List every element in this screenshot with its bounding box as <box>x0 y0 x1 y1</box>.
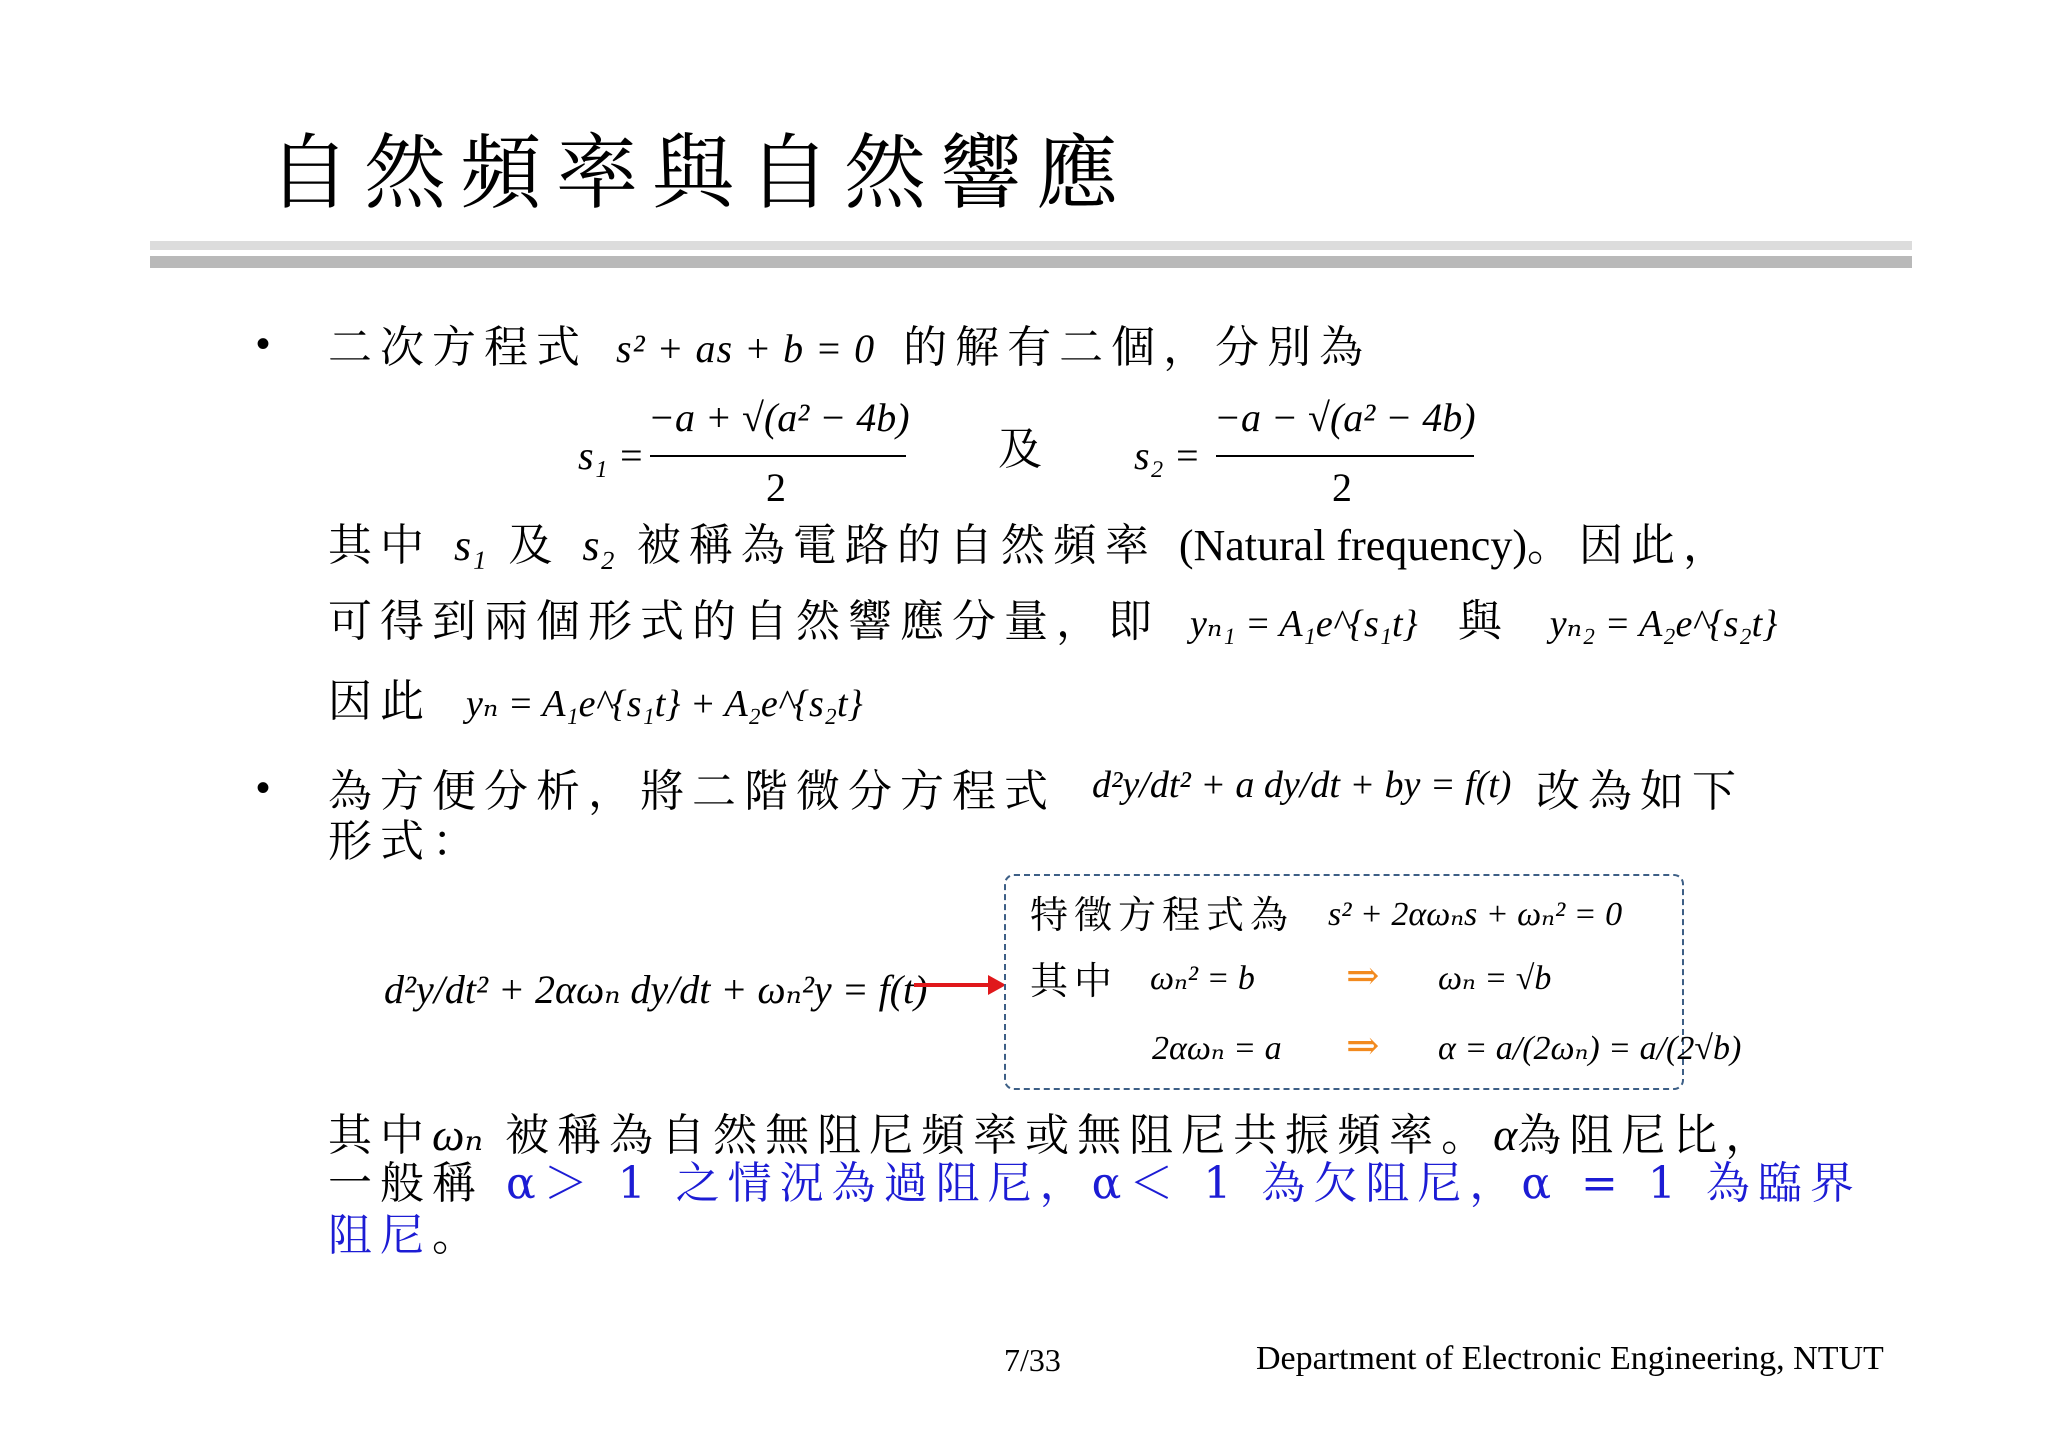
response-components-line <box>328 596 1778 647</box>
line5-text: 因此 <box>328 676 432 727</box>
box-row3-result: α = a/(2ωₙ) = a/(2√b) <box>1438 1030 1742 1067</box>
closing-t2: 被稱為自然無阻尼頻率或無阻尼共振頻率。 <box>505 1110 1494 1161</box>
closing-line-3 <box>328 1210 484 1261</box>
line4-eq1: yₙ₁ = A₁e^{s₁t} <box>1190 603 1418 645</box>
box-row2-equation: ωₙ² = b <box>1150 960 1255 997</box>
implies-icon: ⇒ <box>1346 953 1380 998</box>
title-rule-dark <box>150 256 1912 268</box>
line4-eq2: yₙ₂ = A₂e^{s₂t} <box>1549 603 1778 645</box>
bullet1-pre: 二次方程式 <box>328 322 588 373</box>
bullet1-equation: s² + as + b = 0 <box>616 326 876 371</box>
line3-english: (Natural frequency) <box>1178 521 1527 570</box>
line3-t4: 。因此， <box>1526 520 1735 571</box>
red-right-arrow-icon <box>912 968 1008 1002</box>
root2-lhs: s₂ = <box>1134 433 1201 478</box>
closing-l2-blue: α＞ 1 之情況為過阻尼，α＜ 1 為欠阻尼，α = 1 為臨界 <box>506 1158 1862 1209</box>
closing-l3-blue: 阻尼 <box>328 1210 432 1261</box>
implies-icon: ⇒ <box>1346 1023 1380 1068</box>
closing-omega: ωₙ <box>432 1109 484 1160</box>
line3-s1: s₁ <box>454 521 487 570</box>
box-row2-label: 其中 <box>1030 959 1119 1003</box>
root1-numerator: −a + √(a² − 4b) <box>648 395 910 440</box>
page-number: 7/33 <box>1004 1342 1061 1378</box>
closing-alpha: α <box>1493 1109 1518 1160</box>
bullet2-line2: 形式： <box>328 816 484 867</box>
bullet-marker-1: • <box>256 322 271 366</box>
page-title: 自然頻率與自然響應 <box>268 126 1133 221</box>
natural-frequency-line <box>328 520 1735 571</box>
line5-eq: yₙ = A₁e^{s₁t} + A₂e^{s₂t} <box>466 683 863 725</box>
closing-l3-black: 。 <box>432 1210 484 1261</box>
closing-line-1 <box>328 1109 1778 1161</box>
root1-fraction-bar <box>650 455 906 457</box>
box-row1-equation: s² + 2αωₙs + ωₙ² = 0 <box>1328 896 1623 933</box>
root2-fraction-bar <box>1216 455 1474 457</box>
bullet2-post: 改為如下 <box>1536 766 1744 817</box>
bullet2-pre: 為方便分析，將二階微分方程式 <box>328 766 1056 817</box>
line3-t2: 及 <box>508 520 561 571</box>
bullet1-text <box>328 322 1372 373</box>
bullet-marker-2: • <box>256 766 271 810</box>
root1-denominator: 2 <box>766 465 786 510</box>
line3-s2: s₂ <box>582 521 615 570</box>
closing-t3: 為阻尼比， <box>1517 1110 1778 1161</box>
bullet2-equation: d²y/dt² + a dy/dt + by = f(t) <box>1092 764 1512 806</box>
closing-l2-black: 一般稱 <box>328 1158 484 1209</box>
box-row2-result: ωₙ = √b <box>1438 960 1552 997</box>
total-response-line <box>328 676 863 727</box>
title-rule-light <box>150 241 1912 250</box>
root2-denominator: 2 <box>1332 465 1352 510</box>
closing-line-2 <box>328 1158 1862 1209</box>
line3-t3: 被稱為電路的自然頻率 <box>636 520 1157 571</box>
root2-numerator: −a − √(a² − 4b) <box>1214 395 1476 440</box>
normalized-equation: d²y/dt² + 2αωₙ dy/dt + ωₙ²y = f(t) <box>384 967 928 1012</box>
line4-connector: 與 <box>1457 596 1510 647</box>
line4-text: 可得到兩個形式的自然響應分量，即 <box>328 596 1160 647</box>
department-label: Department of Electronic Engineering, NTUT <box>1256 1340 1884 1377</box>
box-row3-equation: 2αωₙ = a <box>1152 1030 1282 1067</box>
bullet1-post: 的解有二個，分別為 <box>903 322 1372 373</box>
line3-t1: 其中 <box>328 520 432 571</box>
closing-t1: 其中 <box>328 1110 432 1161</box>
root1-lhs: s₁ = <box>578 433 645 478</box>
box-row1-label: 特徵方程式為 <box>1030 893 1295 937</box>
roots-connector: 及 <box>998 424 1050 475</box>
